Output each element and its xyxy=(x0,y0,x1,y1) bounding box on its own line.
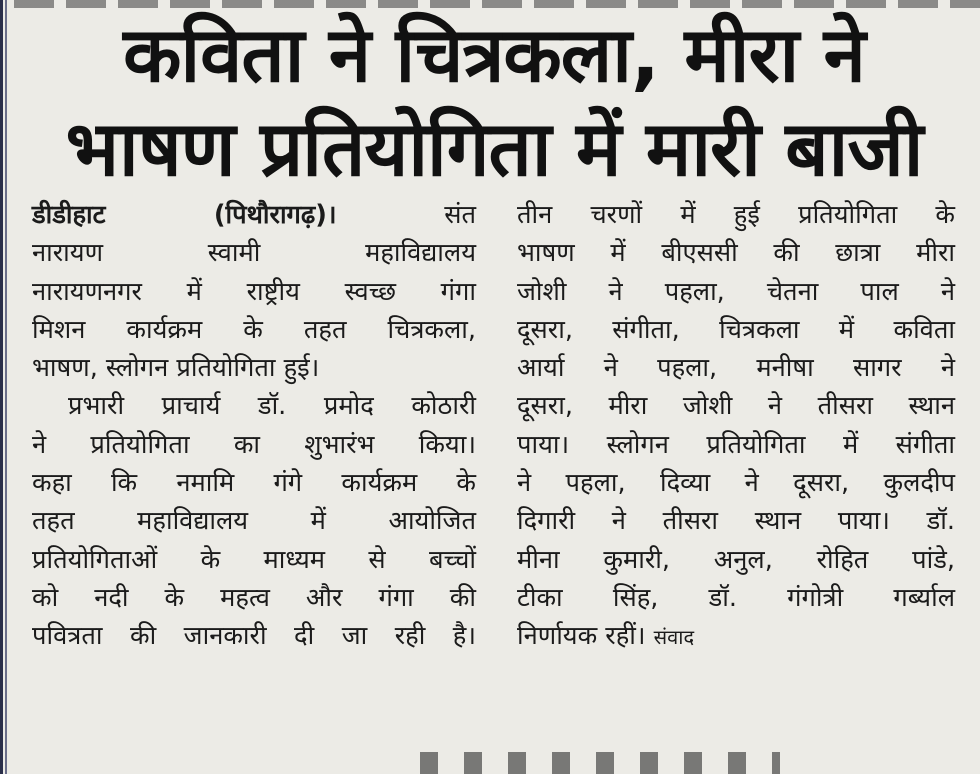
article-column-right xyxy=(517,196,955,657)
cropped-previous-text xyxy=(14,0,980,8)
article-line: नारायणनगर में राष्ट्रीय स्वच्छ गंगा xyxy=(32,276,476,307)
headline xyxy=(14,8,974,196)
page-left-rule xyxy=(0,0,10,774)
article-line: मिशन कार्यक्रम के तहत चित्रकला, xyxy=(32,314,476,345)
article-line: नारायण स्वामी महाविद्यालय xyxy=(32,238,476,269)
article-line: निर्णायक रहीं। संवाद xyxy=(517,621,695,652)
article-line: दूसरा, मीरा जोशी ने तीसरा स्थान xyxy=(517,391,955,422)
article-line: ने प्रतियोगिता का शुभारंभ किया। xyxy=(32,429,476,460)
article-line: प्रभारी प्राचार्य डॉ. प्रमोद कोठारी xyxy=(68,391,476,422)
article-line: को नदी के महत्व और गंगा की xyxy=(32,582,476,613)
article-column-left xyxy=(32,196,476,656)
article-line: डीडीहाट (पिथौरागढ़)। संत xyxy=(32,200,476,230)
article-line: भाषण, स्लोगन प्रतियोगिता हुई। xyxy=(32,353,320,384)
article-line: प्रतियोगिताओं के माध्यम से बच्चों xyxy=(32,544,476,575)
article-line: तीन चरणों में हुई प्रतियोगिता के xyxy=(517,200,955,230)
article-line: मीना कुमारी, अनुल, रोहित पांडे, xyxy=(517,544,955,575)
headline-line-1: कविता ने चित्रकला, मीरा ने xyxy=(123,10,865,99)
byline-credit: संवाद xyxy=(653,625,695,650)
article-line: दूसरा, संगीता, चित्रकला में कविता xyxy=(517,314,955,345)
article-line: पवित्रता की जानकारी दी जा रही है। xyxy=(32,621,476,652)
article-line: पाया। स्लोगन प्रतियोगिता में संगीता xyxy=(517,429,955,460)
article-line: भाषण में बीएससी की छात्रा मीरा xyxy=(517,238,955,269)
article-line: जोशी ने पहला, चेतना पाल ने xyxy=(517,276,955,307)
headline-line-2: भाषण प्रतियोगिता में मारी बाजी xyxy=(65,104,923,193)
cropped-next-headline xyxy=(420,752,780,774)
article-line: ने पहला, दिव्या ने दूसरा, कुलदीप xyxy=(517,468,955,499)
article-line: टीका सिंह, डॉ. गंगोत्री गर्ब्याल xyxy=(517,582,955,613)
dateline: डीडीहाट (पिथौरागढ़)। xyxy=(32,200,337,230)
article-line: आर्या ने पहला, मनीषा सागर ने xyxy=(517,353,955,384)
article-line: तहत महाविद्यालय में आयोजित xyxy=(32,506,476,537)
article-line: कहा कि नमामि गंगे कार्यक्रम के xyxy=(32,468,476,499)
article-line: दिगारी ने तीसरा स्थान पाया। डॉ. xyxy=(517,506,955,537)
